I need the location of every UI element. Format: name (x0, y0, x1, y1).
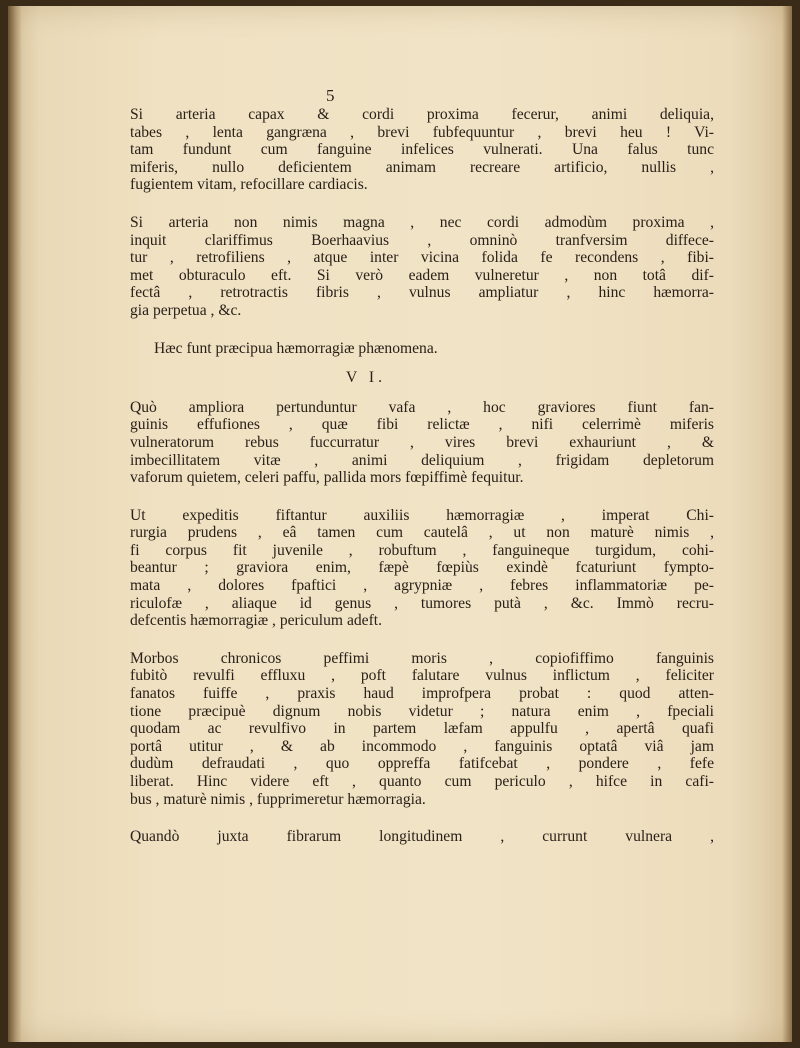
paragraph (118, 214, 714, 320)
text-line: vulneratorum rebus fuccurratur , vires brevi exhauriunt , & (130, 433, 714, 451)
text-line: riculofæ , aliaque id genus , tumores putà , &c. Immò recru- (130, 594, 714, 612)
body-text (118, 106, 714, 846)
text-line: rurgia prudens , eâ tamen cum cautelâ , ut non maturè nimis , (130, 524, 714, 542)
text-line: tabes , lenta gangræna , brevi fubfequuntur , brevi heu ! Vi- (130, 123, 714, 141)
text-line: Si arteria capax & cordi proxima fecerur, animi deliquia, (130, 106, 714, 123)
text-line: Quò ampliora pertunduntur vafa , hoc graviores fiunt fan- (130, 398, 714, 416)
text-line: inquit clariffimus Boerhaavius , omninò tranfversim diffece- (130, 231, 714, 249)
text-line: bus , maturè nimis , fupprimeretur hæmorragia. (130, 790, 426, 808)
paragraph (118, 507, 714, 630)
text-line: Ut expeditis fiftantur auxiliis hæmorragiæ , imperat Chi- (130, 506, 714, 524)
text-line: dudùm defraudati , quo oppreffa fatifcebat , pondere , fefe (130, 755, 714, 773)
text-line: tione præcipuè dignum nobis videtur ; natura enim , fpeciali (130, 702, 714, 720)
text-line: fi corpus fit juvenile , robuftum , fanguineque turgidum, cohi- (130, 541, 714, 559)
text-line: guinis effufiones , quæ fibi relictæ , nifi celerrimè miferis (130, 416, 714, 434)
paragraph (118, 828, 714, 846)
text-line: portâ utitur , & ab incommodo , fanguinis optatâ viâ jam (130, 737, 714, 755)
catchword-line: Quandò juxta fibrarum longitudinem , currunt vulnera , (130, 828, 714, 846)
section-number: V I. (346, 369, 386, 387)
page-number: 5 (326, 86, 335, 105)
text-line: fanatos fuiffe , praxis haud improfpera probat : quod atten- (130, 685, 714, 703)
text-line: fectâ , retrotractis fibris , vulnus ampliatur , hinc hæmorra- (130, 284, 714, 302)
paragraph (118, 650, 714, 808)
text-line: Morbos chronicos peffimi moris , copiofiffimo fanguinis (130, 649, 714, 667)
text-line: beantur ; graviora enim, fæpè fœpiùs exindè fcaturiunt fympto- (130, 559, 714, 577)
text-line: gia perpetua , &c. (130, 301, 242, 319)
page-edge-shadow (782, 6, 792, 1042)
text-line: mata , dolores fpaftici , agrypniæ , febres inflammatoriæ pe- (130, 577, 714, 595)
text-line: tam fundunt cum fanguine infelices vulnerati. Una falus tunc (130, 141, 714, 159)
text-line: met obturaculo eft. Si verò eadem vulneretur , non totâ dif- (130, 266, 714, 284)
text-line: liberat. Hinc videre eft , quanto cum periculo , hifce in cafi- (130, 773, 714, 790)
text-line: fubitò revulfi effluxu , poft falutare vulnus inflictum , feliciter (130, 667, 714, 685)
text-line: quodam ac revulfivo in partem læfam appulfu , apertâ quafi (130, 720, 714, 738)
page-gutter-shadow (8, 6, 22, 1042)
text-line: Si arteria non nimis magna , nec cordi admodùm proxima , (130, 213, 714, 231)
paragraph (118, 399, 714, 487)
text-line: vaforum quietem, celeri paffu, pallida mors fœpiffimè fequitur. (130, 469, 524, 487)
text-line: fugientem vitam, refocillare cardiacis. (130, 176, 368, 194)
summary-line: Hæc funt præcipua hæmorragiæ phænomena. (154, 339, 438, 357)
book-page (8, 6, 792, 1042)
paragraph (118, 106, 714, 194)
text-line: imbecillitatem vitæ , animi deliquium , frigidam depletorum (130, 451, 714, 469)
text-line: defcentis hæmorragiæ , periculum adeft. (130, 612, 383, 630)
text-line: miferis, nullo deficientem animam recreare artificio, nullis , (130, 158, 714, 176)
text-line: tur , retrofiliens , atque inter vicina folida fe recondens , fibi- (130, 249, 714, 267)
